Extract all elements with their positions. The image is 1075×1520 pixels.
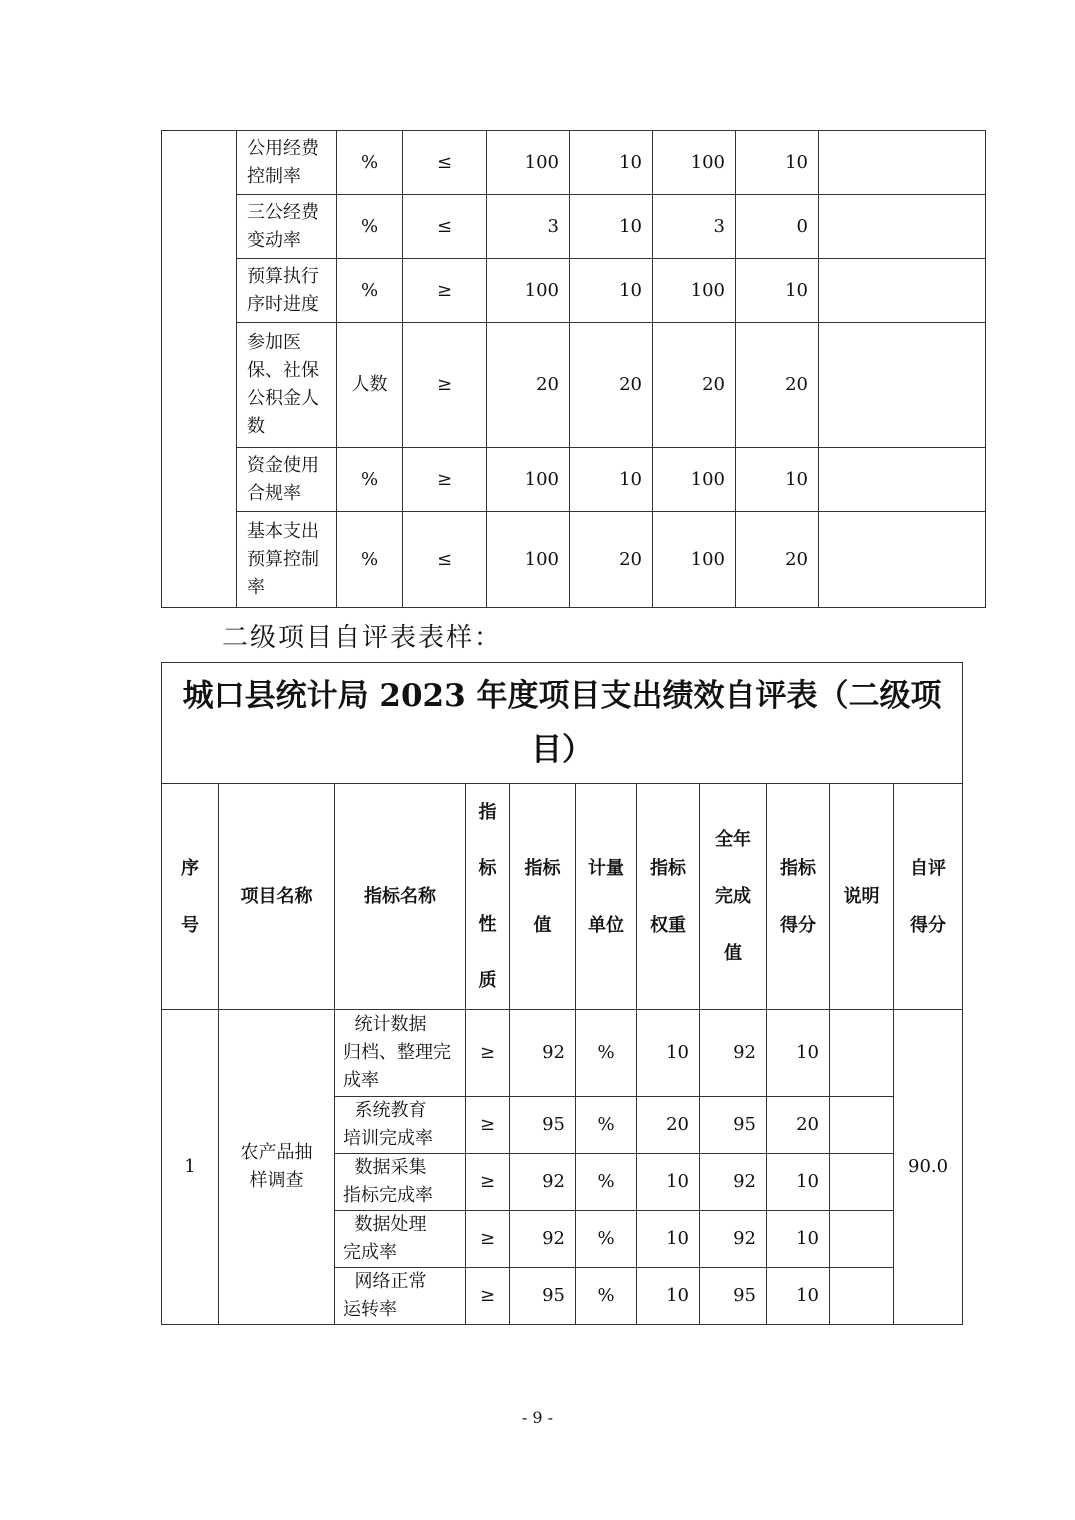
- note-cell: [819, 131, 986, 195]
- header-self-score: 自评 得分: [894, 784, 963, 1010]
- header-actual: 全年 完成 值: [700, 784, 767, 1010]
- header-nature: 指 标 性 质: [466, 784, 510, 1010]
- indicator-name: 公用经费 控制率: [237, 131, 337, 195]
- unit-cell: 人数: [337, 323, 403, 448]
- seq-cell: 1: [162, 1010, 219, 1325]
- score-cell: 10: [767, 1154, 830, 1211]
- weight-cell: 20: [637, 1097, 700, 1154]
- table-row: [162, 512, 986, 608]
- nature-cell: ≥: [466, 1010, 510, 1097]
- unit-cell: %: [576, 1154, 637, 1211]
- note-cell: [819, 512, 986, 608]
- table-row: [162, 195, 986, 259]
- target-cell: 20: [487, 323, 570, 448]
- weight-cell: 10: [570, 448, 653, 512]
- sub-heading: 二级项目自评表表样：: [222, 623, 503, 653]
- table-title-row: [162, 663, 963, 784]
- actual-cell: 92: [700, 1154, 767, 1211]
- actual-cell: 95: [700, 1097, 767, 1154]
- category-cell: [162, 131, 237, 608]
- weight-cell: 10: [637, 1268, 700, 1325]
- unit-cell: %: [337, 259, 403, 323]
- header-seq: 序 号: [162, 784, 219, 1010]
- note-cell: [819, 323, 986, 448]
- note-cell: [830, 1268, 894, 1325]
- note-cell: [830, 1097, 894, 1154]
- indicator-name: 资金使用 合规率: [237, 448, 337, 512]
- header-project: 项目名称: [219, 784, 335, 1010]
- value-cell: 92: [510, 1154, 576, 1211]
- indicator-name: 参加医 保、社保 公积金人 数: [237, 323, 337, 448]
- actual-cell: 92: [700, 1211, 767, 1268]
- indicator-name: 基本支出 预算控制 率: [237, 512, 337, 608]
- actual-cell: 95: [700, 1268, 767, 1325]
- unit-cell: %: [337, 448, 403, 512]
- table-row: [162, 259, 986, 323]
- value-cell: 92: [510, 1211, 576, 1268]
- self-score-cell: 90.0: [894, 1010, 963, 1325]
- actual-cell: 100: [653, 131, 736, 195]
- note-cell: [819, 195, 986, 259]
- note-cell: [830, 1154, 894, 1211]
- target-cell: 100: [487, 448, 570, 512]
- target-cell: 3: [487, 195, 570, 259]
- unit-cell: %: [576, 1010, 637, 1097]
- value-cell: 92: [510, 1010, 576, 1097]
- table-row: [162, 323, 986, 448]
- score-cell: 20: [736, 512, 819, 608]
- header-note: 说明: [830, 784, 894, 1010]
- note-cell: [819, 448, 986, 512]
- note-cell: [830, 1211, 894, 1268]
- weight-cell: 10: [637, 1211, 700, 1268]
- score-cell: 10: [736, 131, 819, 195]
- upper-indicator-table: [161, 130, 986, 608]
- header-row: [162, 784, 963, 1010]
- page-number: - 9 -: [521, 1408, 554, 1427]
- project-name-cell: 农产品抽 样调查: [219, 1010, 335, 1325]
- unit-cell: %: [337, 195, 403, 259]
- unit-cell: %: [576, 1211, 637, 1268]
- nature-cell: ≥: [466, 1211, 510, 1268]
- indicator-name: 三公经费 变动率: [237, 195, 337, 259]
- table-row: [162, 1010, 963, 1097]
- actual-cell: 100: [653, 448, 736, 512]
- nature-cell: ≥: [466, 1268, 510, 1325]
- nature-cell: ≥: [466, 1097, 510, 1154]
- weight-cell: 10: [570, 195, 653, 259]
- unit-cell: %: [576, 1097, 637, 1154]
- weight-cell: 10: [570, 131, 653, 195]
- nature-cell: ≥: [466, 1154, 510, 1211]
- target-cell: 100: [487, 131, 570, 195]
- score-cell: 0: [736, 195, 819, 259]
- table-row: [162, 448, 986, 512]
- indicator-name: 数据处理 完成率: [335, 1211, 466, 1268]
- operator-cell: ≥: [403, 259, 487, 323]
- header-score: 指标 得分: [767, 784, 830, 1010]
- header-weight: 指标 权重: [637, 784, 700, 1010]
- indicator-name: 系统教育 培训完成率: [335, 1097, 466, 1154]
- actual-cell: 100: [653, 512, 736, 608]
- note-cell: [830, 1010, 894, 1097]
- project-self-evaluation-table: [161, 662, 963, 1325]
- value-cell: 95: [510, 1268, 576, 1325]
- score-cell: 20: [736, 323, 819, 448]
- score-cell: 10: [736, 448, 819, 512]
- actual-cell: 100: [653, 259, 736, 323]
- table-row: [162, 131, 986, 195]
- target-cell: 100: [487, 259, 570, 323]
- score-cell: 10: [767, 1211, 830, 1268]
- note-cell: [819, 259, 986, 323]
- target-cell: 100: [487, 512, 570, 608]
- operator-cell: ≤: [403, 131, 487, 195]
- table-title: 城口县统计局 2023 年度项目支出绩效自评表（二级项 目）: [162, 663, 963, 784]
- indicator-name: 数据采集 指标完成率: [335, 1154, 466, 1211]
- actual-cell: 20: [653, 323, 736, 448]
- unit-cell: %: [337, 131, 403, 195]
- indicator-name: 预算执行 序时进度: [237, 259, 337, 323]
- actual-cell: 92: [700, 1010, 767, 1097]
- operator-cell: ≥: [403, 323, 487, 448]
- value-cell: 95: [510, 1097, 576, 1154]
- actual-cell: 3: [653, 195, 736, 259]
- weight-cell: 10: [637, 1154, 700, 1211]
- indicator-name: 统计数据 归档、整理完 成率: [335, 1010, 466, 1097]
- score-cell: 20: [767, 1097, 830, 1154]
- operator-cell: ≤: [403, 195, 487, 259]
- score-cell: 10: [736, 259, 819, 323]
- indicator-name: 网络正常 运转率: [335, 1268, 466, 1325]
- header-indicator: 指标名称: [335, 784, 466, 1010]
- score-cell: 10: [767, 1268, 830, 1325]
- operator-cell: ≥: [403, 448, 487, 512]
- weight-cell: 10: [637, 1010, 700, 1097]
- operator-cell: ≤: [403, 512, 487, 608]
- unit-cell: %: [576, 1268, 637, 1325]
- score-cell: 10: [767, 1010, 830, 1097]
- unit-cell: %: [337, 512, 403, 608]
- weight-cell: 20: [570, 323, 653, 448]
- weight-cell: 20: [570, 512, 653, 608]
- header-value: 指标 值: [510, 784, 576, 1010]
- weight-cell: 10: [570, 259, 653, 323]
- header-unit: 计量 单位: [576, 784, 637, 1010]
